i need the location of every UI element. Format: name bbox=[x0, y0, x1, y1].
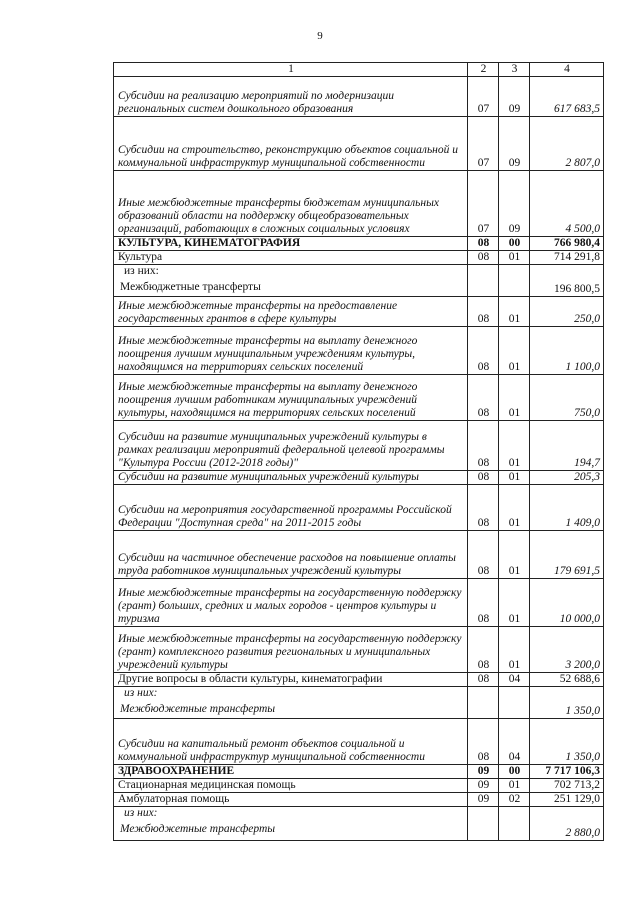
table-row bbox=[114, 779, 604, 793]
row-section-code bbox=[468, 807, 499, 841]
row-label-text: Межбюджетные трансферты bbox=[120, 823, 276, 835]
row-section-code bbox=[468, 687, 499, 719]
row-subheading: из них: bbox=[124, 265, 159, 277]
row-section-code: 09 bbox=[468, 779, 499, 793]
row-label: Субсидии на развитие муниципальных учреждений культуры bbox=[114, 471, 468, 485]
table-row bbox=[114, 627, 604, 673]
row-section-code: 07 bbox=[468, 117, 499, 171]
row-section-code: 08 bbox=[468, 579, 499, 627]
table-row bbox=[114, 265, 604, 297]
row-label: Субсидии на капитальный ремонт объектов социальной и коммунальной инфраструктур муниципальной собственности bbox=[114, 719, 468, 765]
row-subsection-code: 01 bbox=[499, 579, 530, 627]
row-subsection-code bbox=[499, 265, 530, 297]
table-row bbox=[114, 297, 604, 327]
row-amount: 10 000,0 bbox=[530, 579, 604, 627]
row-amount: 4 500,0 bbox=[530, 171, 604, 237]
row-label: Субсидии на строительство, реконструкцию объектов социальной и коммунальной инфраструктур муниципальной собственности bbox=[114, 117, 468, 171]
row-amount: 766 980,4 bbox=[530, 237, 604, 251]
table-row bbox=[114, 77, 604, 117]
row-amount: 251 129,0 bbox=[530, 793, 604, 807]
row-label: Другие вопросы в области культуры, кинематографии bbox=[114, 673, 468, 687]
table-row bbox=[114, 719, 604, 765]
row-subsection-code: 00 bbox=[499, 765, 530, 779]
row-label: Иные межбюджетные трансферты на выплату денежного поощрения лучшим муниципальным учреждениям культуры, находящимся на территориях сельских поселений bbox=[114, 327, 468, 375]
row-section-code: 08 bbox=[468, 627, 499, 673]
row-subsection-code: 01 bbox=[499, 421, 530, 471]
row-subsection-code: 01 bbox=[499, 251, 530, 265]
row-section-code: 08 bbox=[468, 327, 499, 375]
row-label: Иные межбюджетные трансферты на выплату денежного поощрения лучшим работникам муниципальных учреждений культуры, находящимся на территориях сельских поселений bbox=[114, 375, 468, 421]
row-label bbox=[114, 807, 468, 841]
row-amount: 2 880,0 bbox=[530, 807, 604, 841]
table-row bbox=[114, 171, 604, 237]
row-amount: 1 350,0 bbox=[530, 687, 604, 719]
header-col-4: 4 bbox=[530, 63, 604, 77]
row-label: Амбулаторная помощь bbox=[114, 793, 468, 807]
row-label: КУЛЬТУРА, КИНЕМАТОГРАФИЯ bbox=[114, 237, 468, 251]
row-amount: 2 807,0 bbox=[530, 117, 604, 171]
row-label bbox=[114, 265, 468, 297]
row-subsection-code: 09 bbox=[499, 77, 530, 117]
row-subsection-code: 02 bbox=[499, 793, 530, 807]
row-section-code: 08 bbox=[468, 251, 499, 265]
row-subsection-code: 01 bbox=[499, 485, 530, 531]
table-row bbox=[114, 579, 604, 627]
row-section-code bbox=[468, 265, 499, 297]
row-subsection-code: 01 bbox=[499, 627, 530, 673]
row-subsection-code: 01 bbox=[499, 471, 530, 485]
row-section-code: 08 bbox=[468, 237, 499, 251]
table-row bbox=[114, 471, 604, 485]
row-amount: 714 291,8 bbox=[530, 251, 604, 265]
row-section-code: 08 bbox=[468, 673, 499, 687]
header-col-3: 3 bbox=[499, 63, 530, 77]
table-row bbox=[114, 673, 604, 687]
row-amount: 194,7 bbox=[530, 421, 604, 471]
header-row bbox=[114, 63, 604, 77]
row-amount: 1 350,0 bbox=[530, 719, 604, 765]
row-amount: 52 688,6 bbox=[530, 673, 604, 687]
row-label: Иные межбюджетные трансферты бюджетам муниципальных образований области на поддержку общеобразовательных организаций, работающих в сложных социальных условиях bbox=[114, 171, 468, 237]
table-row bbox=[114, 117, 604, 171]
budget-table bbox=[113, 62, 604, 841]
table-row bbox=[114, 375, 604, 421]
table-row bbox=[114, 327, 604, 375]
row-subsection-code bbox=[499, 807, 530, 841]
row-section-code: 08 bbox=[468, 485, 499, 531]
row-amount: 179 691,5 bbox=[530, 531, 604, 579]
row-section-code: 09 bbox=[468, 765, 499, 779]
row-subsection-code: 01 bbox=[499, 297, 530, 327]
row-label bbox=[114, 687, 468, 719]
row-section-code: 09 bbox=[468, 793, 499, 807]
table-row bbox=[114, 531, 604, 579]
row-subsection-code: 04 bbox=[499, 673, 530, 687]
row-section-code: 07 bbox=[468, 171, 499, 237]
row-label: Стационарная медицинская помощь bbox=[114, 779, 468, 793]
row-section-code: 08 bbox=[468, 375, 499, 421]
row-amount: 3 200,0 bbox=[530, 627, 604, 673]
header-col-2: 2 bbox=[468, 63, 499, 77]
table-row bbox=[114, 765, 604, 779]
row-amount: 1 409,0 bbox=[530, 485, 604, 531]
row-label: Культура bbox=[114, 251, 468, 265]
row-subheading: из них: bbox=[124, 687, 158, 699]
table-row bbox=[114, 687, 604, 719]
row-section-code: 08 bbox=[468, 421, 499, 471]
table-row bbox=[114, 793, 604, 807]
row-subsection-code bbox=[499, 687, 530, 719]
row-label: Субсидии на мероприятия государственной программы Российской Федерации "Доступная среда" на 2011-2015 годы bbox=[114, 485, 468, 531]
row-amount: 205,3 bbox=[530, 471, 604, 485]
row-subsection-code: 09 bbox=[499, 117, 530, 171]
row-section-code: 07 bbox=[468, 77, 499, 117]
table-row bbox=[114, 237, 604, 251]
row-label: Субсидии на реализацию мероприятий по модернизации региональных систем дошкольного образования bbox=[114, 77, 468, 117]
row-subsection-code: 01 bbox=[499, 531, 530, 579]
row-subheading: из них: bbox=[124, 807, 158, 819]
row-section-code: 08 bbox=[468, 719, 499, 765]
row-amount: 617 683,5 bbox=[530, 77, 604, 117]
row-subsection-code: 00 bbox=[499, 237, 530, 251]
header-col-1: 1 bbox=[114, 63, 468, 77]
row-subsection-code: 01 bbox=[499, 375, 530, 421]
row-amount: 250,0 bbox=[530, 297, 604, 327]
row-label: Иные межбюджетные трансферты на государственную поддержку (грант) больших, средних и малых городов - центров культуры и туризма bbox=[114, 579, 468, 627]
row-label-text: Межбюджетные трансферты bbox=[120, 703, 276, 715]
row-subsection-code: 01 bbox=[499, 327, 530, 375]
row-amount: 7 717 106,3 bbox=[530, 765, 604, 779]
row-label: Субсидии на развитие муниципальных учреждений культуры в рамках реализации мероприятий федеральной целевой программы "Культура России (2012-2018 годы)" bbox=[114, 421, 468, 471]
row-label-text: Межбюджетные трансферты bbox=[120, 281, 261, 293]
page-number: 9 bbox=[317, 30, 323, 42]
row-amount: 196 800,5 bbox=[530, 265, 604, 297]
row-subsection-code: 09 bbox=[499, 171, 530, 237]
row-label: Иные межбюджетные трансферты на государственную поддержку (грант) комплексного развития региональных и муниципальных учреждений культуры bbox=[114, 627, 468, 673]
row-label: ЗДРАВООХРАНЕНИЕ bbox=[114, 765, 468, 779]
row-subsection-code: 04 bbox=[499, 719, 530, 765]
table-row bbox=[114, 251, 604, 265]
row-section-code: 08 bbox=[468, 531, 499, 579]
row-section-code: 08 bbox=[468, 297, 499, 327]
row-amount: 702 713,2 bbox=[530, 779, 604, 793]
row-subsection-code: 01 bbox=[499, 779, 530, 793]
row-amount: 750,0 bbox=[530, 375, 604, 421]
table-row bbox=[114, 485, 604, 531]
row-section-code: 08 bbox=[468, 471, 499, 485]
table-row bbox=[114, 421, 604, 471]
row-amount: 1 100,0 bbox=[530, 327, 604, 375]
table-row bbox=[114, 807, 604, 841]
row-label: Иные межбюджетные трансферты на предоставление государственных грантов в сфере культуры bbox=[114, 297, 468, 327]
row-label: Субсидии на частичное обеспечение расходов на повышение оплаты труда работников муниципальных учреждений культуры bbox=[114, 531, 468, 579]
